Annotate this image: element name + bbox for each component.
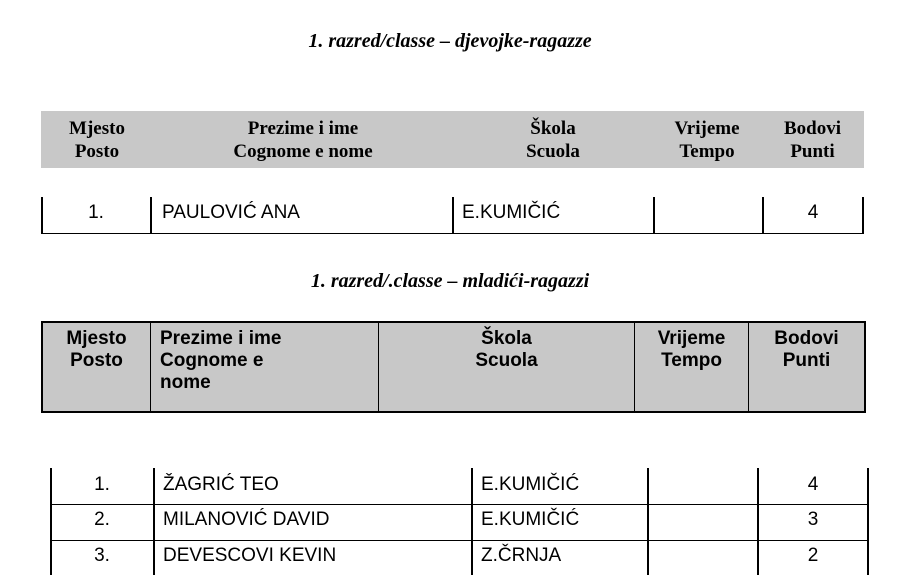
cell-school: Z.ČRNJA (481, 545, 562, 566)
header-time: Vrijeme Tempo (657, 328, 726, 371)
cell-name: ŽAGRIĆ TEO (163, 474, 279, 495)
table-row (50, 505, 870, 541)
column-divider (452, 197, 454, 233)
cell-place: 2. (94, 509, 110, 530)
header-points: Bodovi Punti (774, 328, 839, 371)
girls-table-header (41, 111, 864, 168)
cell-points: 4 (807, 474, 819, 495)
cell-name: DEVESCOVI KEVIN (163, 545, 337, 566)
cell-school: E.KUMIČIĆ (481, 509, 580, 530)
cell-name: MILANOVIĆ DAVID (163, 509, 330, 530)
header-name: Prezime i ime Cognome e nome (160, 328, 282, 393)
header-time: Vrijeme Tempo (674, 118, 740, 162)
table-row (41, 197, 864, 234)
table-row (50, 470, 870, 506)
section2-heading: 1. razred/.classe – mladići-ragazzi (310, 270, 590, 292)
header-place: Mjesto Posto (69, 118, 125, 162)
cell-school: E.KUMIČIĆ (462, 202, 561, 223)
cell-place: 1. (94, 474, 110, 495)
header-school: Škola Scuola (475, 328, 538, 371)
cell-points: 3 (807, 509, 819, 530)
column-divider (150, 323, 151, 411)
header-points: Bodovi Punti (783, 118, 842, 162)
cell-school: E.KUMIČIĆ (481, 474, 580, 495)
header-school: Škola Scuola (526, 118, 580, 162)
cell-points: 2 (807, 545, 819, 566)
boys-table-header (41, 321, 866, 413)
cell-place: 3. (94, 545, 110, 566)
cell-points: 4 (807, 202, 819, 223)
header-name: Prezime i ime Cognome e nome (233, 118, 373, 162)
table-row (50, 541, 870, 577)
header-place: Mjesto Posto (66, 328, 127, 371)
cell-name: PAULOVIĆ ANA (162, 202, 300, 223)
boys-table-body (50, 468, 870, 575)
cell-place: 1. (88, 202, 104, 223)
section1-heading: 1. razred/classe – djevojke-ragazze (308, 30, 592, 52)
column-divider (653, 197, 655, 233)
